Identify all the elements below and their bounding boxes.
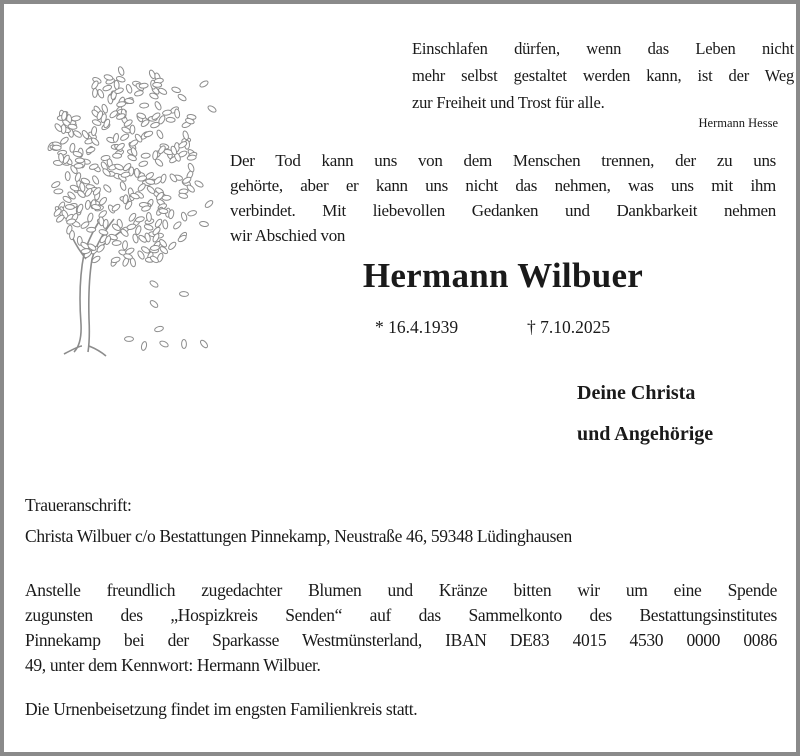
leaf-icon [117,66,125,76]
leaf-icon [166,117,175,122]
leaf-icon [143,130,153,138]
leaf-icon [204,199,214,208]
leaf-icon [90,137,100,147]
leaf-icon [194,180,204,189]
leaf-icon [159,340,169,348]
intro-line: wir Abschied von [230,226,346,245]
death-date: † 7.10.2025 [527,317,611,337]
leaf-icon [159,208,168,214]
leaf-icon [154,325,164,332]
donation-line: Pinnekamp bei der Sparkasse Westmünsterland, IBAN DE83 4015 4530 0000 0086 [25,630,777,650]
leaf-icon [162,109,172,115]
leaf-icon [111,256,121,263]
leaf-icon [115,142,125,151]
leaf-icon [87,213,94,223]
leaf-icon [87,227,96,232]
leaf-icon [172,221,182,231]
donation-line: Anstelle freundlich zugedachter Blumen und Kränze bitten wir um eine Spende [25,580,777,600]
leaf-icon [139,83,148,89]
leaf-icon [207,105,217,114]
leaf-icon [116,101,126,108]
intro-line: verbindet. Mit liebevollen Gedanken und Dankbarkeit nehmen [230,201,776,220]
leaf-icon [69,230,74,239]
leaf-icon [154,101,162,111]
leaf-icon [130,125,135,134]
leaf-icon [54,123,63,133]
birth-date: * 16.4.1939 [375,317,459,337]
leaf-icon [153,82,162,87]
leaf-icon [92,88,97,97]
leaf-icon [71,115,81,121]
leaf-icon [74,163,83,168]
leaf-icon [112,240,121,245]
mourner-line: und Angehörige [577,423,714,445]
leaf-icon [179,291,188,297]
donation-line: 49, unter dem Kennwort: Hermann Wilbuer. [25,655,321,675]
leaf-icon [187,210,197,217]
burial-note: Die Urnenbeisetzung findet im engsten Familienkreis statt. [25,699,418,719]
quote-line: mehr selbst gestaltet werden kann, ist der Weg [412,66,794,85]
leaf-icon [156,129,164,139]
leaf-icon [199,221,209,227]
leaf-icon [167,241,177,251]
leaf-icon [149,299,159,308]
address-text: Christa Wilbuer c/o Bestattungen Pinnekamp, Neustraße 46, 59348 Lüdinghausen [25,526,572,546]
leaf-icon [65,204,74,209]
leaf-icon [91,175,100,185]
intro-line: Der Tod kann uns von dem Menschen trennen, der zu uns [230,151,776,170]
leaf-icon [92,119,102,127]
leaf-icon [86,146,96,153]
leaf-icon [134,168,139,177]
leaf-icon [125,337,134,342]
leaf-icon [137,182,147,192]
leaf-icon [65,171,70,180]
leaf-icon [135,216,145,223]
leaf-icon [146,185,156,195]
leaf-icon [121,171,131,178]
leaf-icon [157,87,167,96]
leaf-icon [180,212,187,222]
leaf-icon [54,189,63,195]
leaf-icon [138,160,148,167]
leaf-icon [123,195,129,205]
address-label: Traueranschrift: [25,495,132,515]
leaf-icon [144,224,154,231]
leaf-icon [113,133,120,143]
mourner-line: Deine Christa [577,382,696,404]
leaf-icon [154,218,163,228]
leaf-icon [85,200,91,209]
donation-line: zugunsten des „Hospizkreis Senden“ auf das Sammelkonto des Bestattungsinstitutes [25,605,777,625]
quote-author: Hermann Hesse [698,116,778,130]
leaf-icon [141,341,148,351]
quote-line: zur Freiheit und Trost für alle. [412,93,605,112]
leaf-icon [154,158,164,168]
leaf-icon [102,84,112,91]
leaf-icon [177,234,187,243]
leaf-icon [122,241,128,250]
leaf-icon [177,93,187,102]
leaf-icon [199,80,209,89]
leaf-icon [72,129,82,138]
leaf-icon [174,109,180,119]
leaf-icon [102,184,112,194]
quote-line: Einschlafen dürfen, wenn das Leben nicht [412,39,794,58]
leaf-icon [113,153,122,158]
leaf-icon [111,203,121,212]
leaf-icon [199,339,209,349]
leaf-icon [141,153,150,159]
leaf-icon [182,339,187,348]
leaf-icon [75,158,84,163]
leaf-icon [114,163,124,171]
leaf-icon [126,223,136,230]
leaf-icon [52,145,61,150]
leaf-icon [171,86,181,93]
leaf-icon [81,129,90,139]
leaf-icon [162,220,168,229]
leaf-icon [91,126,97,136]
leaf-icon [103,74,113,81]
leaf-icon [146,212,152,221]
leaf-icon [120,133,130,142]
leaf-icon [125,84,133,94]
windblown-tree-illustration [34,54,224,364]
deceased-name: Hermann Wilbuer [362,256,644,295]
leaf-icon [187,163,195,173]
leaf-icon [139,103,148,108]
leaf-icon [59,136,69,145]
intro-line: gehörte, aber er kann uns nicht das nehmen, was uns mit ihm [230,176,776,195]
leaf-icon [114,80,120,89]
leaf-icon [149,280,159,289]
leaf-icon [51,180,61,189]
leaf-icon [119,181,127,191]
leaf-icon [169,173,178,183]
